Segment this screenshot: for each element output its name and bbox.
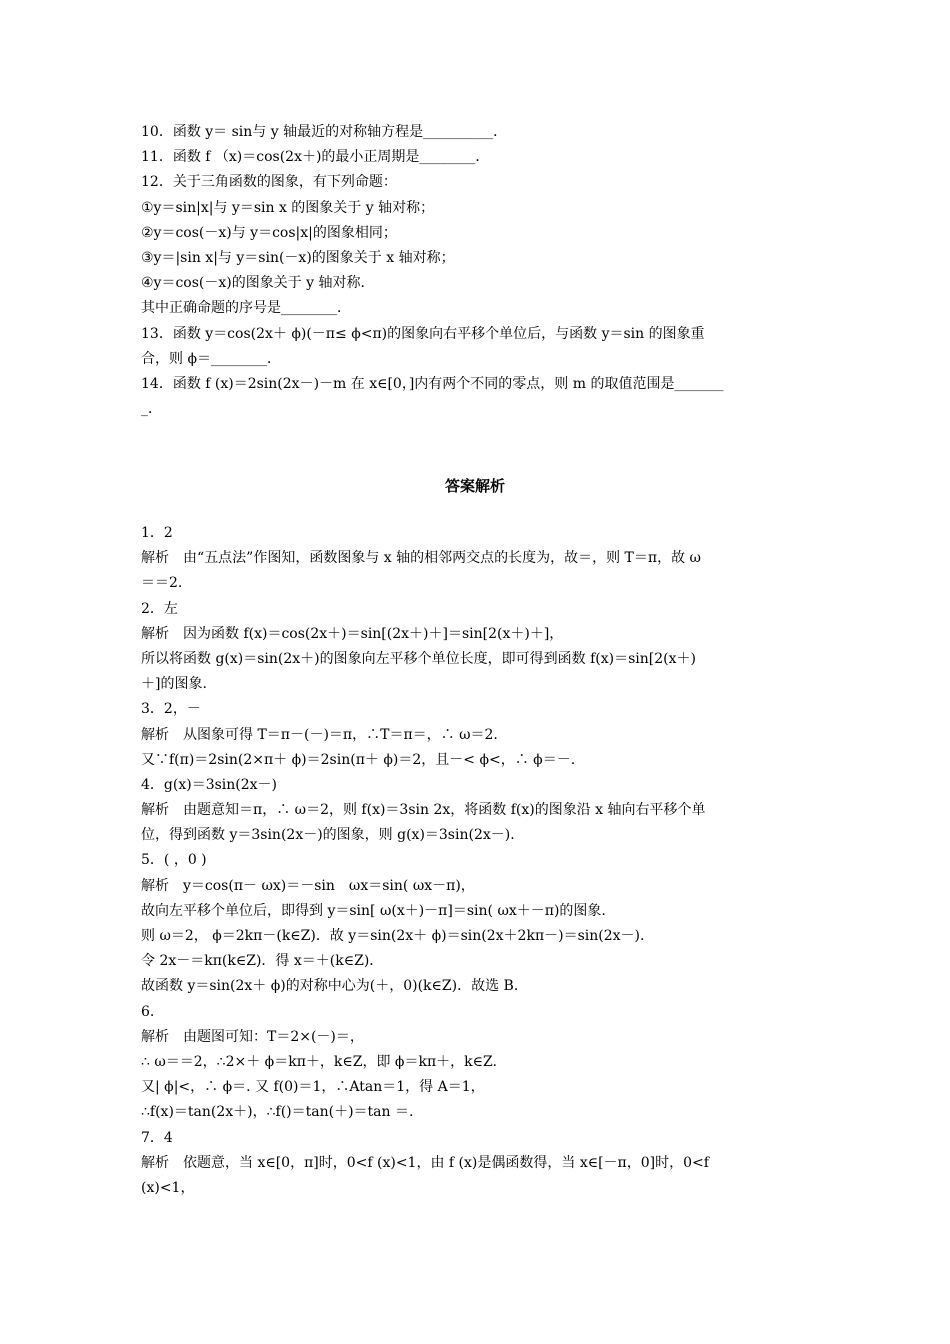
answer-line: 解析 由“五点法”作图知，函数图象与 x 轴的相邻两交点的长度为，故＝，则 T＝π，故 ω	[141, 550, 701, 567]
question-list	[141, 120, 813, 422]
answer-line: 解析 由题图可知：T＝2×(－)＝，	[141, 1028, 364, 1045]
question-12-prompt: 其中正确命题的序号是________．	[141, 300, 351, 317]
answer-line: 解析 因为函数 f(x)＝cos(2x＋)＝sin[(2x＋)＋]＝sin[2(x＋)＋]，	[141, 625, 564, 642]
answer-line: 又∵f(π)＝2sin(2×π＋ ϕ)＝2sin(π＋ ϕ)＝2，且－< ϕ<，∴ ϕ＝－.	[141, 751, 576, 768]
question-13-cont: 合，则 ϕ＝________．	[141, 350, 281, 367]
answer-line: ＝＝2.	[141, 575, 183, 592]
answer-line: 解析 从图象可得 T＝π－(－)＝π，∴T＝π＝，∴ ω＝2.	[141, 726, 498, 743]
answer-list	[141, 521, 813, 1201]
answer-line: 1．2	[141, 525, 173, 541]
answer-line: ∴ ω＝＝2，∴2×＋ ϕ＝kπ＋，k∈Z，即 ϕ＝kπ＋，k∈Z.	[141, 1053, 497, 1070]
proposition-2: ②y＝cos(－x)与 y＝cos|x|的图象相同；	[141, 224, 397, 241]
answer-line: (x)<1，	[141, 1179, 195, 1196]
answer-heading: 答案解析	[444, 477, 505, 495]
answer-line: 解析 由题意知＝π，∴ ω＝2，则 f(x)＝3sin 2x，将函数 f(x)的图象沿 x 轴向右平移个单	[141, 802, 706, 819]
answer-line: 又| ϕ|<，∴ ϕ＝. 又 f(0)＝1，∴Atan＝1，得 A＝1，	[141, 1079, 485, 1096]
answer-line: 6.	[141, 1003, 155, 1020]
answer-line: ＋]的图象.	[141, 676, 207, 693]
answer-line: 2．左	[141, 600, 178, 617]
answer-line: 故向左平移个单位后，即得到 y＝sin[ ω(x＋)－π]＝sin( ωx＋－π)的图象.	[141, 902, 606, 919]
question-11: 11．函数 f （x)＝cos(2x＋)的最小正周期是________．	[141, 149, 490, 166]
answer-line: 故函数 y＝sin(2x＋ ϕ)的对称中心为(＋，0)(k∈Z)．故选 B.	[141, 978, 519, 995]
question-14: 14．函数 f (x)＝2sin(2x－)－m 在 x∈[0，]内有两个不同的零点，则 m 的取值范围是_______	[141, 375, 724, 392]
question-13: 13．函数 y＝cos(2x＋ ϕ)(－π≤ ϕ<π)的图象向右平移个单位后，与函数 y＝sin 的图象重	[141, 325, 705, 342]
question-10: 10．函数 y＝ sin与 y 轴最近的对称轴方程是__________．	[141, 124, 508, 140]
proposition-1: ①y＝sin|x|与 y＝sin x 的图象关于 y 轴对称；	[141, 199, 435, 216]
answer-line: 4．g(x)＝3sin(2x－)	[141, 776, 278, 793]
answer-line: 解析 依题意，当 x∈[0，π]时，0<f (x)<1，由 f (x)是偶函数得，当 x∈[－π，0]时，0<f	[141, 1154, 709, 1171]
answer-line: 所以将函数 g(x)＝sin(2x＋)的图象向左平移个单位长度，即可得到函数 f(x)＝sin[2(x＋)	[141, 650, 696, 667]
question-14-cont: _．	[141, 401, 162, 418]
answer-line: 3．2，－	[141, 701, 201, 718]
answer-line: 解析 y＝cos(π－ ωx)＝－sin ωx＝sin( ωx－π)，	[141, 877, 475, 894]
proposition-4: ④y＝cos(－x)的图象关于 y 轴对称．	[141, 275, 375, 292]
proposition-3: ③y＝|sin x|与 y＝sin(－x)的图象关于 x 轴对称；	[141, 249, 455, 266]
answer-line: 位，得到函数 y＝3sin(2x－)的图象，则 g(x)＝3sin(2x－).	[141, 827, 515, 844]
answer-line: 则 ω＝2， ϕ＝2kπ－(k∈Z)．故 y＝sin(2x＋ ϕ)＝sin(2x＋2kπ－)＝sin(2x－).	[141, 928, 645, 944]
answer-line: 令 2x－＝kπ(k∈Z)．得 x＝＋(k∈Z)．	[141, 953, 384, 970]
question-12: 12．关于三角函数的图象，有下列命题：	[141, 174, 397, 191]
answer-line: 5．( ，0 )	[141, 852, 207, 869]
answer-line: 7．4	[141, 1129, 173, 1146]
answer-line: ∴f(x)＝tan(2x＋)，∴f()＝tan(＋)＝tan ＝.	[141, 1104, 414, 1121]
